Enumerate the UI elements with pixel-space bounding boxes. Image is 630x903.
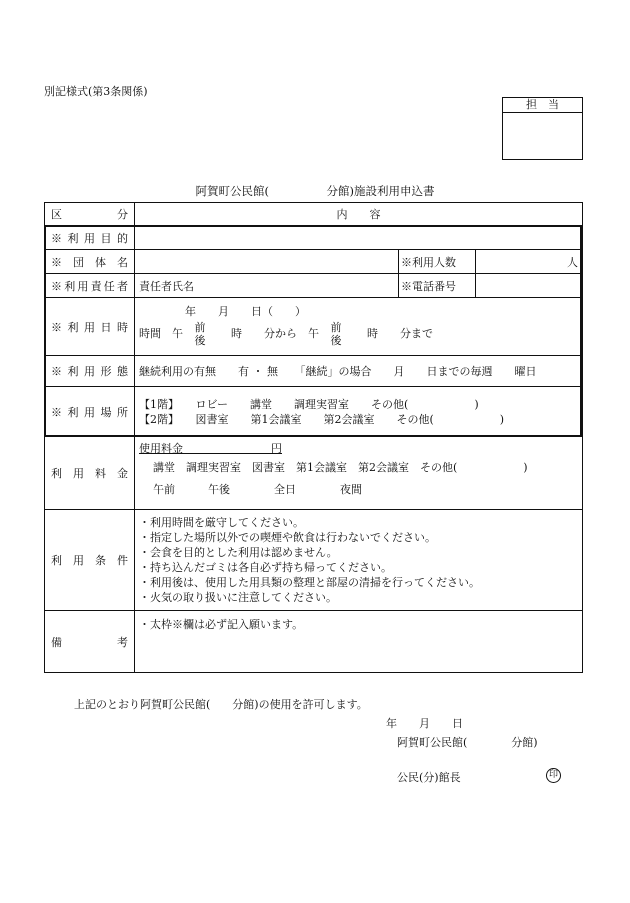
- fee-amount: 使用料金 円: [139, 442, 282, 455]
- fee-row: [45, 437, 583, 510]
- place-field[interactable]: [135, 387, 583, 437]
- remarks-field[interactable]: ・太枠※欄は必ず記入願います。: [135, 611, 583, 673]
- phone-field[interactable]: [476, 274, 583, 298]
- datetime-to: 時 分まで: [367, 326, 433, 340]
- header-row: [45, 203, 583, 226]
- place-label: ※利用場所: [45, 387, 135, 437]
- responsible-label: ※利用責任者: [45, 274, 135, 298]
- start-am-label: 前: [194, 320, 206, 334]
- datetime-row: [45, 298, 583, 356]
- staff-stamp-label: 担 当: [503, 98, 582, 113]
- fee-times: 午前 午後 全日 夜間: [153, 483, 362, 496]
- place-floor-2: 【2階】 図書室 第1会議室 第2会議室 その他( ): [139, 412, 505, 426]
- group-name-field[interactable]: [135, 250, 399, 274]
- conditions-field: [135, 510, 583, 611]
- permission-date: 年 月 日: [386, 717, 463, 730]
- people-unit: 人: [567, 255, 579, 269]
- seal-mark: 印: [546, 768, 561, 783]
- staff-stamp-box: [502, 97, 583, 160]
- people-label: ※利用人数: [399, 250, 476, 274]
- people-count-field[interactable]: [476, 250, 583, 274]
- phone-label: ※電話番号: [399, 274, 476, 298]
- datetime-time-prefix: 時間 午: [139, 326, 183, 340]
- end-pm-label: 後: [330, 333, 342, 347]
- condition-item: ・火気の取り扱いに注意してください。: [139, 591, 337, 604]
- responsible-name-label: 責任者氏名: [139, 279, 194, 293]
- usage-form-row: [45, 356, 583, 387]
- start-pm-label: 後: [194, 333, 206, 347]
- purpose-field[interactable]: [135, 226, 583, 250]
- condition-item: ・会食を目的とした利用は認めません。: [139, 546, 338, 559]
- form-title: 阿賀町公民館( 分館)施設利用申込書: [195, 184, 435, 198]
- category-header: 区 分: [45, 203, 135, 226]
- condition-item: ・持ち込んだゴミは各自必ず持ち帰ってください。: [139, 561, 392, 574]
- conditions-row: [45, 510, 583, 611]
- responsible-row: [45, 274, 583, 298]
- condition-item: ・利用時間を厳守してください。: [139, 516, 304, 529]
- fee-label: 利用料金: [45, 437, 135, 510]
- conditions-label: 利用条件: [45, 510, 135, 611]
- permission-organization: 阿賀町公民館( 分館): [397, 736, 538, 749]
- place-floor-1: 【1階】 ロビー 講堂 調理実習室 その他( ): [139, 397, 479, 411]
- remarks-label: 備 考: [45, 611, 135, 673]
- responsible-name-field[interactable]: [135, 274, 399, 298]
- purpose-row: [45, 226, 583, 250]
- condition-item: ・指定した場所以外での喫煙や飲食は行わないでください。: [139, 531, 436, 544]
- condition-item: ・利用後は、使用した用具類の整理と部屋の清掃を行ってください。: [139, 576, 480, 589]
- group-label: ※団体名: [45, 250, 135, 274]
- application-form-table: [44, 202, 583, 673]
- fee-field[interactable]: [135, 437, 583, 510]
- group-row: [45, 250, 583, 274]
- signer-title: 公民(分)館長: [397, 771, 461, 784]
- content-header: 内 容: [135, 203, 583, 226]
- datetime-label: ※利用日時: [45, 298, 135, 356]
- usage-form-field[interactable]: 継続利用の有無 有 ・ 無 「継続」の場合 月 日までの毎週 曜日: [135, 356, 583, 387]
- end-am-label: 前: [330, 320, 342, 334]
- usage-form-label: ※利用形態: [45, 356, 135, 387]
- datetime-from: 時 分から 午: [231, 326, 319, 340]
- datetime-field[interactable]: [135, 298, 583, 356]
- fee-rooms: 講堂 調理実習室 図書室 第1会議室 第2会議室 その他( ): [153, 461, 528, 474]
- purpose-label: ※利用目的: [45, 226, 135, 250]
- remarks-row: [45, 611, 583, 673]
- form-reference: 別記様式(第3条関係): [44, 85, 148, 98]
- datetime-date: 年 月 日（ ）: [185, 304, 306, 318]
- place-row: [45, 387, 583, 437]
- permission-statement: 上記のとおり阿賀町公民館( 分館)の使用を許可します。: [74, 698, 368, 711]
